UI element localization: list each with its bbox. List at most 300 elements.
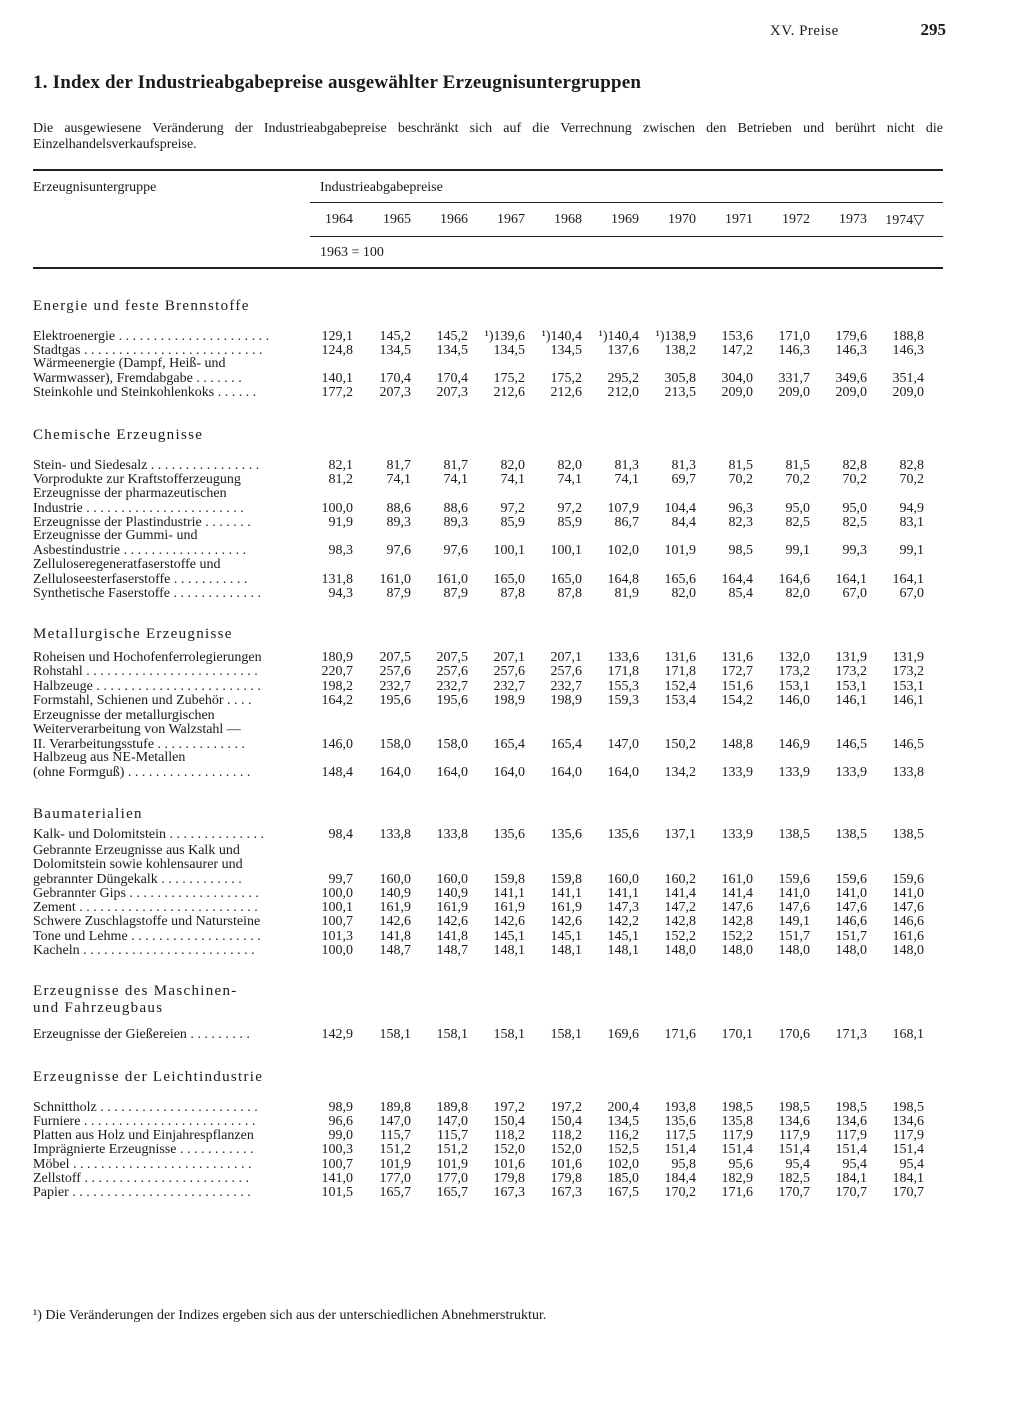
index-value: 160,0: [379, 871, 411, 887]
index-value: 138,5: [778, 826, 810, 842]
index-value: 74,1: [500, 471, 525, 487]
index-value: 141,0: [778, 885, 810, 901]
index-value: 150,2: [664, 736, 696, 752]
index-value: 133,6: [607, 649, 639, 665]
index-value: 133,9: [778, 764, 810, 780]
row-label: Zellstoff . . . . . . . . . . . . . . . . . . . . . . . .: [33, 1170, 249, 1186]
index-value: 85,4: [728, 585, 753, 601]
index-value: 91,9: [328, 514, 353, 530]
index-value: 132,0: [778, 649, 810, 665]
index-value: 131,6: [664, 649, 696, 665]
index-value: 88,6: [443, 500, 468, 516]
index-value: 115,7: [437, 1127, 468, 1143]
table-row: [33, 680, 943, 694]
index-value: 164,0: [550, 764, 582, 780]
table-row: [33, 1028, 943, 1042]
index-value: 147,6: [778, 899, 810, 915]
index-value: 81,7: [443, 457, 468, 473]
index-value: 117,5: [665, 1127, 696, 1143]
index-value: 147,3: [607, 899, 639, 915]
index-value: 232,7: [436, 678, 468, 694]
row-label: Halbzeuge . . . . . . . . . . . . . . . . . . . . . . . .: [33, 678, 261, 694]
index-value: 138,5: [835, 826, 867, 842]
index-value: 118,2: [551, 1127, 582, 1143]
index-value: 257,6: [379, 663, 411, 679]
index-value: 101,6: [550, 1156, 582, 1172]
index-value: 70,2: [899, 471, 924, 487]
year-header: 1964: [325, 212, 353, 227]
table-row: [33, 1186, 943, 1200]
row-label: Gebrannter Gips . . . . . . . . . . . . . . . . . . .: [33, 885, 259, 901]
header-rule-1: [310, 202, 943, 203]
index-value: 220,7: [321, 663, 353, 679]
index-value: 74,1: [557, 471, 582, 487]
row-label: Stein- und Siedesalz . . . . . . . . . . . . . . . .: [33, 457, 260, 473]
index-value: 153,1: [892, 678, 924, 694]
index-value: 95,6: [728, 1156, 753, 1172]
index-value: 170,1: [721, 1026, 753, 1042]
index-value: 161,9: [550, 899, 582, 915]
index-value: 131,9: [835, 649, 867, 665]
index-value: 147,6: [835, 899, 867, 915]
index-value: 70,2: [842, 471, 867, 487]
index-value: 141,4: [664, 885, 696, 901]
column-header-group: Erzeugnisuntergruppe: [33, 180, 157, 195]
index-value: 170,4: [379, 370, 411, 386]
index-value: 100,7: [321, 913, 353, 929]
row-label: Erzeugnisse der Gießereien . . . . . . . . .: [33, 1026, 250, 1042]
index-value: 198,5: [778, 1099, 810, 1115]
index-value: 161,0: [436, 571, 468, 587]
year-header-row: [300, 212, 943, 230]
table-row: [33, 587, 943, 601]
index-value: 153,6: [721, 328, 753, 344]
index-value: 198,9: [550, 692, 582, 708]
index-value: 131,9: [892, 649, 924, 665]
index-value: 209,0: [778, 384, 810, 400]
index-value: 232,7: [379, 678, 411, 694]
index-value: 89,3: [386, 514, 411, 530]
index-value: 141,4: [721, 885, 753, 901]
table-row: [33, 386, 943, 400]
index-value: 135,6: [664, 1113, 696, 1129]
index-value: 173,2: [778, 663, 810, 679]
index-value: 116,2: [608, 1127, 639, 1143]
table-top-rule: [33, 169, 943, 171]
row-label: Papier . . . . . . . . . . . . . . . . . . . . . . . . . .: [33, 1184, 251, 1200]
table-row: [33, 1172, 943, 1186]
index-value: 165,4: [550, 736, 582, 752]
row-label: Formstahl, Schienen und Zubehör . . . .: [33, 692, 252, 708]
index-value: 140,9: [379, 885, 411, 901]
row-label: Erzeugnisse der Gummi- und Asbestindustrie . . . . . . . . . . . . . . . . . .: [33, 528, 247, 558]
index-value: 146,3: [778, 342, 810, 358]
index-value: 74,1: [614, 471, 639, 487]
row-label: Erzeugnisse der Plastindustrie . . . . . . .: [33, 514, 251, 530]
index-value: 197,2: [493, 1099, 525, 1115]
index-value: 124,8: [321, 342, 353, 358]
section-heading: Erzeugnisse des Maschinen- und Fahrzeugbaus: [33, 983, 238, 1016]
table-row: [33, 750, 943, 780]
index-value: 209,0: [835, 384, 867, 400]
year-header: 1972: [782, 212, 810, 227]
index-value: ¹)138,9: [655, 328, 696, 344]
index-value: 146,9: [778, 736, 810, 752]
index-value: 142,8: [664, 913, 696, 929]
index-value: 84,4: [671, 514, 696, 530]
table-row: [33, 1143, 943, 1157]
footnote: ¹) Die Veränderungen der Indizes ergeben sich aus der unterschiedlichen Abnehmerstruktur.: [33, 1308, 547, 1323]
index-value: 164,0: [436, 764, 468, 780]
index-value: 101,9: [379, 1156, 411, 1172]
row-label: Gebrannte Erzeugnisse aus Kalk und Dolomitstein sowie kohlensaurer und gebrannter Düngekalk . . . . . . . . . . . .: [33, 843, 243, 887]
table-row: [33, 843, 943, 887]
index-value: 150,4: [493, 1113, 525, 1129]
index-value: 99,0: [328, 1127, 353, 1143]
index-value: 101,6: [493, 1156, 525, 1172]
year-header: 1969: [611, 212, 639, 227]
index-value: 134,5: [550, 342, 582, 358]
index-value: 67,0: [899, 585, 924, 601]
index-value: 304,0: [721, 370, 753, 386]
index-value: 152,2: [721, 928, 753, 944]
index-value: 100,0: [321, 885, 353, 901]
index-value: 184,1: [892, 1170, 924, 1186]
row-label: Kalk- und Dolomitstein . . . . . . . . . . . . . .: [33, 826, 264, 842]
index-value: 158,0: [436, 736, 468, 752]
index-value: 146,6: [835, 913, 867, 929]
index-value: 96,6: [328, 1113, 353, 1129]
index-value: 167,3: [550, 1184, 582, 1200]
index-value: 142,6: [436, 913, 468, 929]
section-heading: Erzeugnisse der Leichtindustrie: [33, 1069, 264, 1085]
index-value: 118,2: [494, 1127, 525, 1143]
table-row: [33, 665, 943, 679]
index-value: 147,2: [664, 899, 696, 915]
index-value: 95,4: [785, 1156, 810, 1172]
index-value: 151,4: [835, 1141, 867, 1157]
year-header: 1973: [839, 212, 867, 227]
section-heading: Metallurgische Erzeugnisse: [33, 626, 233, 642]
index-value: 98,9: [328, 1099, 353, 1115]
index-value: 97,6: [443, 542, 468, 558]
index-value: 135,6: [493, 826, 525, 842]
index-value: 98,3: [328, 542, 353, 558]
index-value: 175,2: [493, 370, 525, 386]
index-value: 142,8: [721, 913, 753, 929]
index-value: 151,7: [835, 928, 867, 944]
index-value: 160,2: [664, 871, 696, 887]
index-value: 81,5: [785, 457, 810, 473]
table-row: [33, 557, 943, 587]
year-header: 1968: [554, 212, 582, 227]
year-header: 1967: [497, 212, 525, 227]
index-value: 146,1: [835, 692, 867, 708]
index-value: 95,4: [899, 1156, 924, 1172]
index-value: 134,6: [835, 1113, 867, 1129]
table-row: [33, 1115, 943, 1129]
index-value: 146,5: [892, 736, 924, 752]
table-row: [33, 930, 943, 944]
header-rule-2: [310, 236, 943, 237]
index-value: 161,9: [436, 899, 468, 915]
index-value: 212,6: [550, 384, 582, 400]
index-value: 87,8: [557, 585, 582, 601]
index-value: 170,4: [436, 370, 468, 386]
index-value: 82,0: [557, 457, 582, 473]
index-value: 200,4: [607, 1099, 639, 1115]
index-value: 158,0: [379, 736, 411, 752]
index-value: 165,7: [379, 1184, 411, 1200]
index-value: 207,3: [436, 384, 468, 400]
row-label: Erzeugnisse der metallurgischen Weiterverarbeitung von Walzstahl — II. Verarbeitungsstufe . . . . . . . . . . . . .: [33, 708, 246, 752]
index-value: 158,1: [550, 1026, 582, 1042]
base-year-label: 1963 = 100: [320, 245, 384, 260]
index-value: 170,2: [664, 1184, 696, 1200]
row-label: Vorprodukte zur Kraftstofferzeugung: [33, 471, 241, 487]
index-value: 100,1: [550, 542, 582, 558]
section-header: XV. Preise: [769, 23, 839, 39]
index-value: 171,8: [607, 663, 639, 679]
table-row: [33, 887, 943, 901]
index-value: 207,1: [550, 649, 582, 665]
index-value: 147,0: [607, 736, 639, 752]
index-value: 147,2: [721, 342, 753, 358]
index-value: 117,9: [893, 1127, 924, 1143]
index-value: 135,6: [550, 826, 582, 842]
index-value: 198,5: [721, 1099, 753, 1115]
index-value: 147,6: [892, 899, 924, 915]
index-value: 158,1: [436, 1026, 468, 1042]
year-header: 1974▽: [885, 213, 924, 228]
index-value: 184,1: [835, 1170, 867, 1186]
index-value: 81,9: [614, 585, 639, 601]
table-row: [33, 915, 943, 929]
index-value: 82,3: [728, 514, 753, 530]
index-value: 141,1: [607, 885, 639, 901]
index-value: 168,1: [892, 1026, 924, 1042]
index-value: 87,9: [386, 585, 411, 601]
index-value: 82,0: [671, 585, 696, 601]
index-value: 152,0: [493, 1141, 525, 1157]
index-value: 147,0: [436, 1113, 468, 1129]
index-value: 100,1: [493, 542, 525, 558]
index-value: 179,6: [835, 328, 867, 344]
year-header: 1970: [668, 212, 696, 227]
index-value: 134,6: [778, 1113, 810, 1129]
index-value: 151,4: [664, 1141, 696, 1157]
index-value: 159,8: [493, 871, 525, 887]
index-value: 170,7: [778, 1184, 810, 1200]
index-value: 117,9: [836, 1127, 867, 1143]
index-value: 142,6: [379, 913, 411, 929]
index-value: 100,1: [321, 899, 353, 915]
column-header-prices: Industrieabgabepreise: [320, 180, 443, 195]
index-value: 148,7: [436, 942, 468, 958]
page-number: 295: [920, 20, 946, 39]
index-value: 179,8: [493, 1170, 525, 1186]
index-value: 94,9: [899, 500, 924, 516]
index-value: 102,0: [607, 542, 639, 558]
table-row: [33, 944, 943, 958]
index-value: 148,1: [493, 942, 525, 958]
row-label: Furniere . . . . . . . . . . . . . . . . . . . . . . . . .: [33, 1113, 256, 1129]
index-value: 81,5: [728, 457, 753, 473]
year-header: 1965: [383, 212, 411, 227]
index-value: 100,3: [321, 1141, 353, 1157]
index-value: 85,9: [500, 514, 525, 530]
row-label: Zement . . . . . . . . . . . . . . . . . . . . . . . . . .: [33, 899, 258, 915]
index-value: 133,8: [379, 826, 411, 842]
index-value: 145,1: [607, 928, 639, 944]
index-value: 97,6: [386, 542, 411, 558]
index-value: 154,2: [721, 692, 753, 708]
row-label: Zelluloseregeneratfaserstoffe und Zelluloseesterfaserstoffe . . . . . . . . . . .: [33, 557, 248, 587]
index-value: 148,4: [321, 764, 353, 780]
index-value: 87,8: [500, 585, 525, 601]
index-value: 148,1: [550, 942, 582, 958]
index-value: 104,4: [664, 500, 696, 516]
index-value: 171,0: [778, 328, 810, 344]
index-value: 89,3: [443, 514, 468, 530]
index-value: 209,0: [892, 384, 924, 400]
index-value: 145,2: [436, 328, 468, 344]
table-row: [33, 1101, 943, 1115]
index-value: 232,7: [493, 678, 525, 694]
index-value: 151,6: [721, 678, 753, 694]
index-value: 148,1: [607, 942, 639, 958]
index-value: 99,3: [842, 542, 867, 558]
index-value: 86,7: [614, 514, 639, 530]
index-value: 209,0: [721, 384, 753, 400]
index-value: 95,0: [785, 500, 810, 516]
index-value: 151,4: [892, 1141, 924, 1157]
row-label: Rohstahl . . . . . . . . . . . . . . . . . . . . . . . . .: [33, 663, 258, 679]
index-value: 115,7: [380, 1127, 411, 1143]
index-value: 141,0: [835, 885, 867, 901]
row-label: Wärmeenergie (Dampf, Heiß- und Warmwasser), Fremdabgabe . . . . . . .: [33, 356, 242, 386]
index-value: 151,2: [379, 1141, 411, 1157]
index-value: 180,9: [321, 649, 353, 665]
index-value: 173,2: [835, 663, 867, 679]
index-value: 160,0: [607, 871, 639, 887]
table-row: [33, 1129, 943, 1143]
index-value: 147,0: [379, 1113, 411, 1129]
index-value: 351,4: [892, 370, 924, 386]
index-value: 177,0: [379, 1170, 411, 1186]
table-row: [33, 694, 943, 708]
index-value: 151,4: [778, 1141, 810, 1157]
row-label: Tone und Lehme . . . . . . . . . . . . . . . . . . .: [33, 928, 261, 944]
index-value: 101,3: [321, 928, 353, 944]
index-value: 88,6: [386, 500, 411, 516]
index-value: 171,6: [664, 1026, 696, 1042]
index-value: 152,4: [664, 678, 696, 694]
index-value: 169,6: [607, 1026, 639, 1042]
index-value: 207,3: [379, 384, 411, 400]
table-row: [33, 459, 943, 473]
index-value: 81,3: [614, 457, 639, 473]
index-value: 146,0: [321, 736, 353, 752]
index-value: 142,6: [493, 913, 525, 929]
table-row: [33, 1158, 943, 1172]
index-value: 158,1: [493, 1026, 525, 1042]
index-value: 82,1: [328, 457, 353, 473]
index-value: 101,9: [436, 1156, 468, 1172]
index-value: 158,1: [379, 1026, 411, 1042]
index-value: 134,5: [607, 1113, 639, 1129]
index-value: 82,8: [842, 457, 867, 473]
index-value: 159,6: [892, 871, 924, 887]
index-value: 165,6: [664, 571, 696, 587]
index-value: 207,5: [436, 649, 468, 665]
index-value: 179,8: [550, 1170, 582, 1186]
index-value: 161,9: [493, 899, 525, 915]
index-value: 97,2: [557, 500, 582, 516]
index-value: 82,5: [842, 514, 867, 530]
index-value: 165,4: [493, 736, 525, 752]
index-value: 148,0: [892, 942, 924, 958]
index-value: 98,5: [728, 542, 753, 558]
index-value: 146,3: [892, 342, 924, 358]
index-value: 148,0: [664, 942, 696, 958]
index-value: 170,7: [892, 1184, 924, 1200]
index-value: 98,4: [328, 826, 353, 842]
index-value: 170,6: [778, 1026, 810, 1042]
index-value: 161,0: [379, 571, 411, 587]
index-value: 153,4: [664, 692, 696, 708]
index-value: 193,8: [664, 1099, 696, 1115]
index-value: 141,8: [379, 928, 411, 944]
year-header: 1971: [725, 212, 753, 227]
index-value: 133,8: [892, 764, 924, 780]
index-value: 135,8: [721, 1113, 753, 1129]
index-value: 99,1: [899, 542, 924, 558]
index-value: 100,7: [321, 1156, 353, 1172]
table-row: [33, 901, 943, 915]
index-value: 164,4: [721, 571, 753, 587]
index-value: 94,3: [328, 585, 353, 601]
index-value: 142,2: [607, 913, 639, 929]
index-value: 107,9: [607, 500, 639, 516]
table-row: [33, 473, 943, 487]
index-value: 83,1: [899, 514, 924, 530]
index-value: 152,5: [607, 1141, 639, 1157]
index-value: 146,6: [892, 913, 924, 929]
year-header: 1966: [440, 212, 468, 227]
index-value: 189,8: [379, 1099, 411, 1115]
index-value: 95,4: [842, 1156, 867, 1172]
index-value: 142,6: [550, 913, 582, 929]
index-value: 164,1: [835, 571, 867, 587]
section-heading: Energie und feste Brennstoffe: [33, 298, 250, 314]
index-value: 159,8: [550, 871, 582, 887]
page-title: 1. Index der Industrieabgabepreise ausgewählter Erzeugnisuntergruppen: [33, 72, 642, 93]
index-value: 151,2: [436, 1141, 468, 1157]
index-value: 148,8: [721, 736, 753, 752]
index-value: 131,8: [321, 571, 353, 587]
table-row: [33, 486, 943, 516]
index-value: 74,1: [386, 471, 411, 487]
index-value: 96,3: [728, 500, 753, 516]
row-label: Imprägnierte Erzeugnisse . . . . . . . . . . .: [33, 1141, 254, 1157]
index-value: 295,2: [607, 370, 639, 386]
index-value: 146,3: [835, 342, 867, 358]
index-value: 189,8: [436, 1099, 468, 1115]
index-value: 177,0: [436, 1170, 468, 1186]
index-value: 164,1: [892, 571, 924, 587]
index-value: 349,6: [835, 370, 867, 386]
